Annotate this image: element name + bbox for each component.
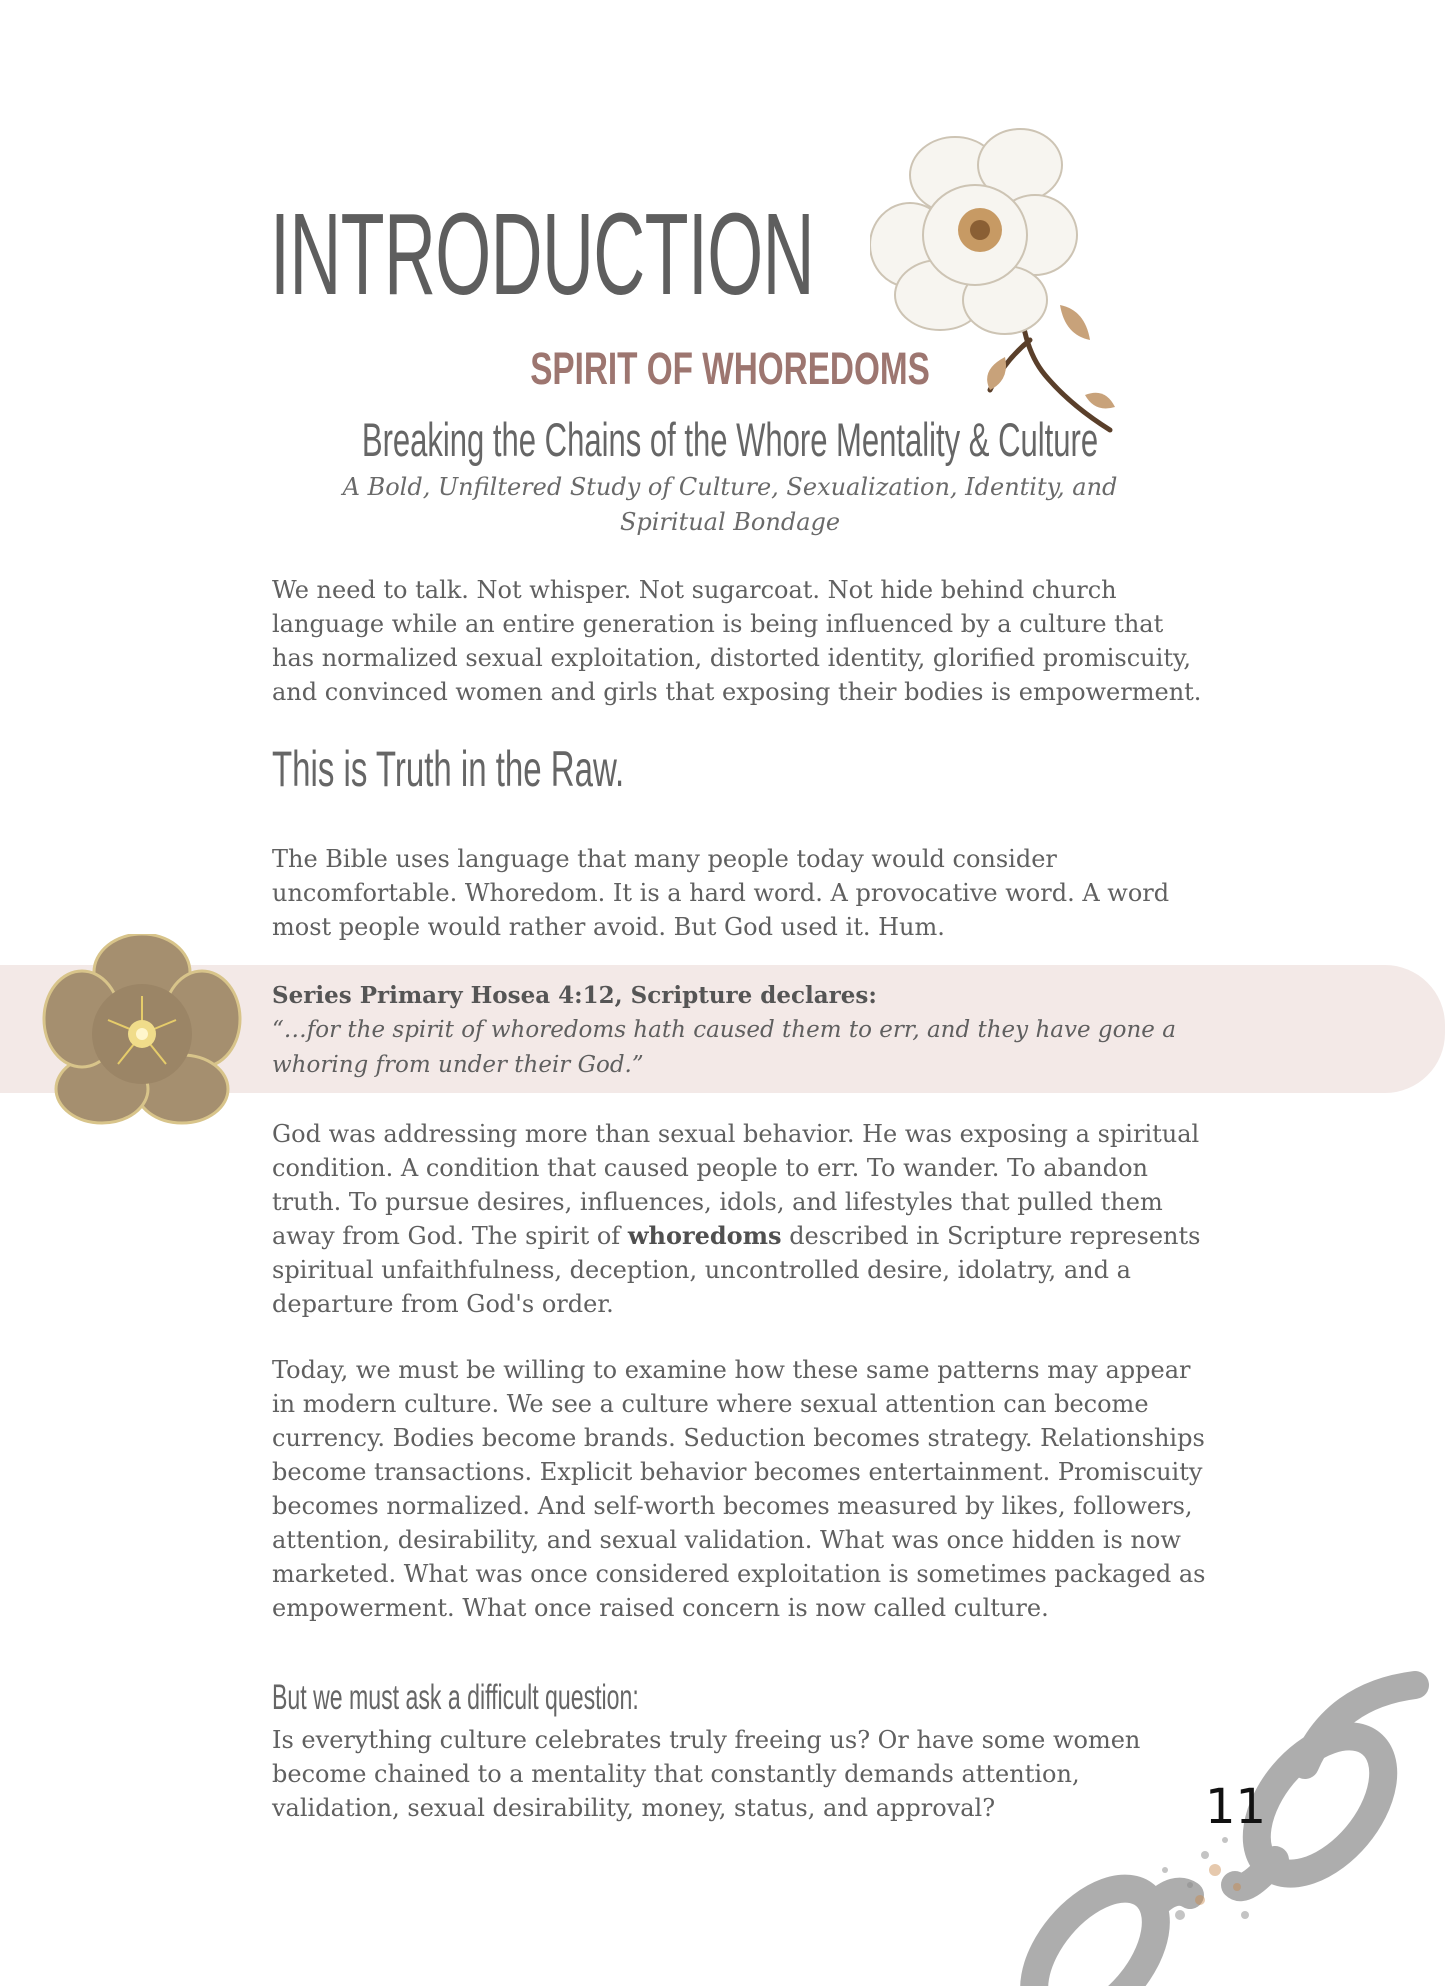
emphasis-word: whoredoms bbox=[627, 1221, 782, 1250]
bible-paragraph: The Bible uses language that many people today would consider uncomfortable. Whoredom. It is a hard word. A provocative word. A word most people would rather avoid. But God used it. Hum. bbox=[272, 845, 1170, 941]
god-paragraph-text-end: described in Scripture represents spiritual unfaithfulness, deception, uncontrolled desire, idolatry, and a departure from God's order. bbox=[272, 1222, 1201, 1318]
question-paragraph: Is everything culture celebrates truly freeing us? Or have some women become chained to a mentality that constantly demands attention, validation, sexual desirability, money, status, and approval? bbox=[272, 1726, 1141, 1822]
tagline: A Bold, Unfiltered Study of Culture, Sexualization, Identity, and Spiritual Bondage bbox=[342, 473, 1118, 536]
section-heading: This is Truth in the Raw. bbox=[272, 741, 625, 797]
god-paragraph bbox=[272, 1117, 1212, 1321]
scripture-label: Series Primary Hosea 4:12, Scripture declares: bbox=[272, 982, 877, 1009]
god-paragraph-text: God was addressing more than sexual behavior. He was exposing a spiritual condition. A condition that caused people to err. To wander. To abandon truth. To pursue desires, influences, idols, and lifestyles that pulled them away from God. The spirit of bbox=[272, 1120, 1200, 1250]
today-paragraph: Today, we must be willing to examine how these same patterns may appear in modern culture. We see a culture where sexual attention can become currency. Bodies become brands. Seduction becomes strategy. Relationships become transactions. Explicit behavior becomes entertainment. Promiscuity becomes normalized. And self-worth becomes measured by likes, followers, attention, desirability, and sexual validation. What was once hidden is now marketed. What was once considered exploitation is sometimes packaged as empowerment. What once raised concern is now called culture. bbox=[272, 1356, 1206, 1622]
scripture-quote: “…for the spirit of whoredoms hath caused them to err, and they have gone a whoring from under their God.” bbox=[272, 1017, 1176, 1078]
subtitle: Breaking the Chains of the Whore Mentality & Culture bbox=[361, 413, 1099, 466]
page-number: 11 bbox=[1205, 1779, 1267, 1835]
page-title: INTRODUCTION bbox=[270, 189, 814, 319]
gold-flower-illustration bbox=[42, 934, 242, 1126]
series-title: SPIRIT OF WHOREDOMS bbox=[530, 343, 930, 394]
intro-paragraph: We need to talk. Not whisper. Not sugarcoat. Not hide behind church language while an entire generation is being influenced by a culture that has normalized sexual exploitation, distorted identity, glorified promiscuity, and convinced women and girls that exposing their bodies is empowerment. bbox=[272, 576, 1202, 706]
scripture-block bbox=[272, 979, 1222, 1083]
question-heading: But we must ask a difficult question: bbox=[272, 1678, 639, 1717]
